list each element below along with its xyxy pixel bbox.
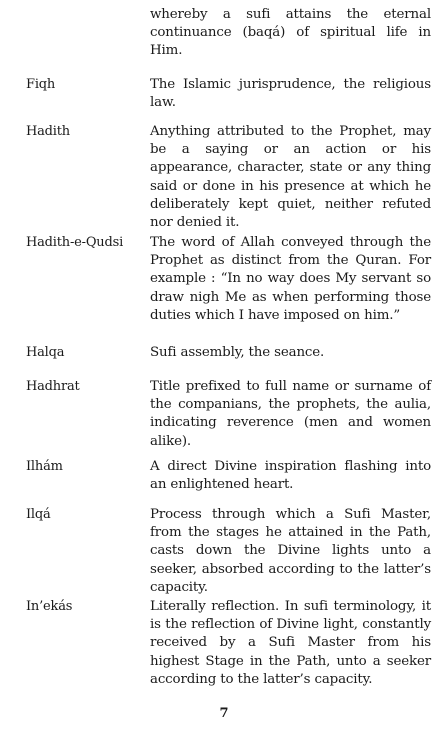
glossary-definition: Literally reflection. In sufi terminology, it is the reflection of Divine light, constantly received by a Sufi Master from his highest Stage in the Path, unto a seeker according to the latter’s capacity. — [150, 599, 431, 687]
glossary-definition: A direct Divine inspiration flashing into an enlightened heart. — [150, 459, 431, 493]
glossary-term: Ilhám — [26, 459, 63, 474]
page-number: 7 — [219, 706, 229, 721]
glossary-term: In’ekás — [26, 599, 73, 614]
glossary-term: Hadhrat — [26, 379, 80, 394]
glossary-definition: The Islamic jurisprudence, the religious law. — [150, 77, 431, 111]
glossary-definition: Process through which a Sufi Master, from the stages he attained in the Path, casts down the Divine lights unto a seeker, absorbed according to the latter’s capacity. — [150, 507, 431, 595]
glossary-term: Fiqh — [26, 77, 56, 92]
glossary-term: Ilqá — [26, 507, 51, 522]
continuation-text: whereby a sufi attains the eternal continuance (baqá) of spiritual life in Him. — [150, 7, 431, 59]
glossary-definition: Anything attributed to the Prophet, may be a saying or an action or his appearance, character, state or any thing said or done in his presence at which he deliberately kept quiet, neither refuted nor denied it. — [150, 124, 431, 231]
glossary-definition: The word of Allah conveyed through the Prophet as distinct from the Quran. For example : “In no way does My servant so draw nigh Me as when performing those duties which I have imposed on him.” — [150, 235, 431, 323]
glossary-term: Hadith — [26, 124, 70, 139]
glossary-term: Halqa — [26, 345, 65, 360]
glossary-term: Hadith-e-Qudsi — [26, 235, 124, 250]
glossary-definition: Sufi assembly, the seance. — [150, 345, 325, 360]
glossary-definition: Title prefixed to full name or surname of the companians, the prophets, the aulia, indicating reverence (men and women alike). — [150, 379, 431, 449]
